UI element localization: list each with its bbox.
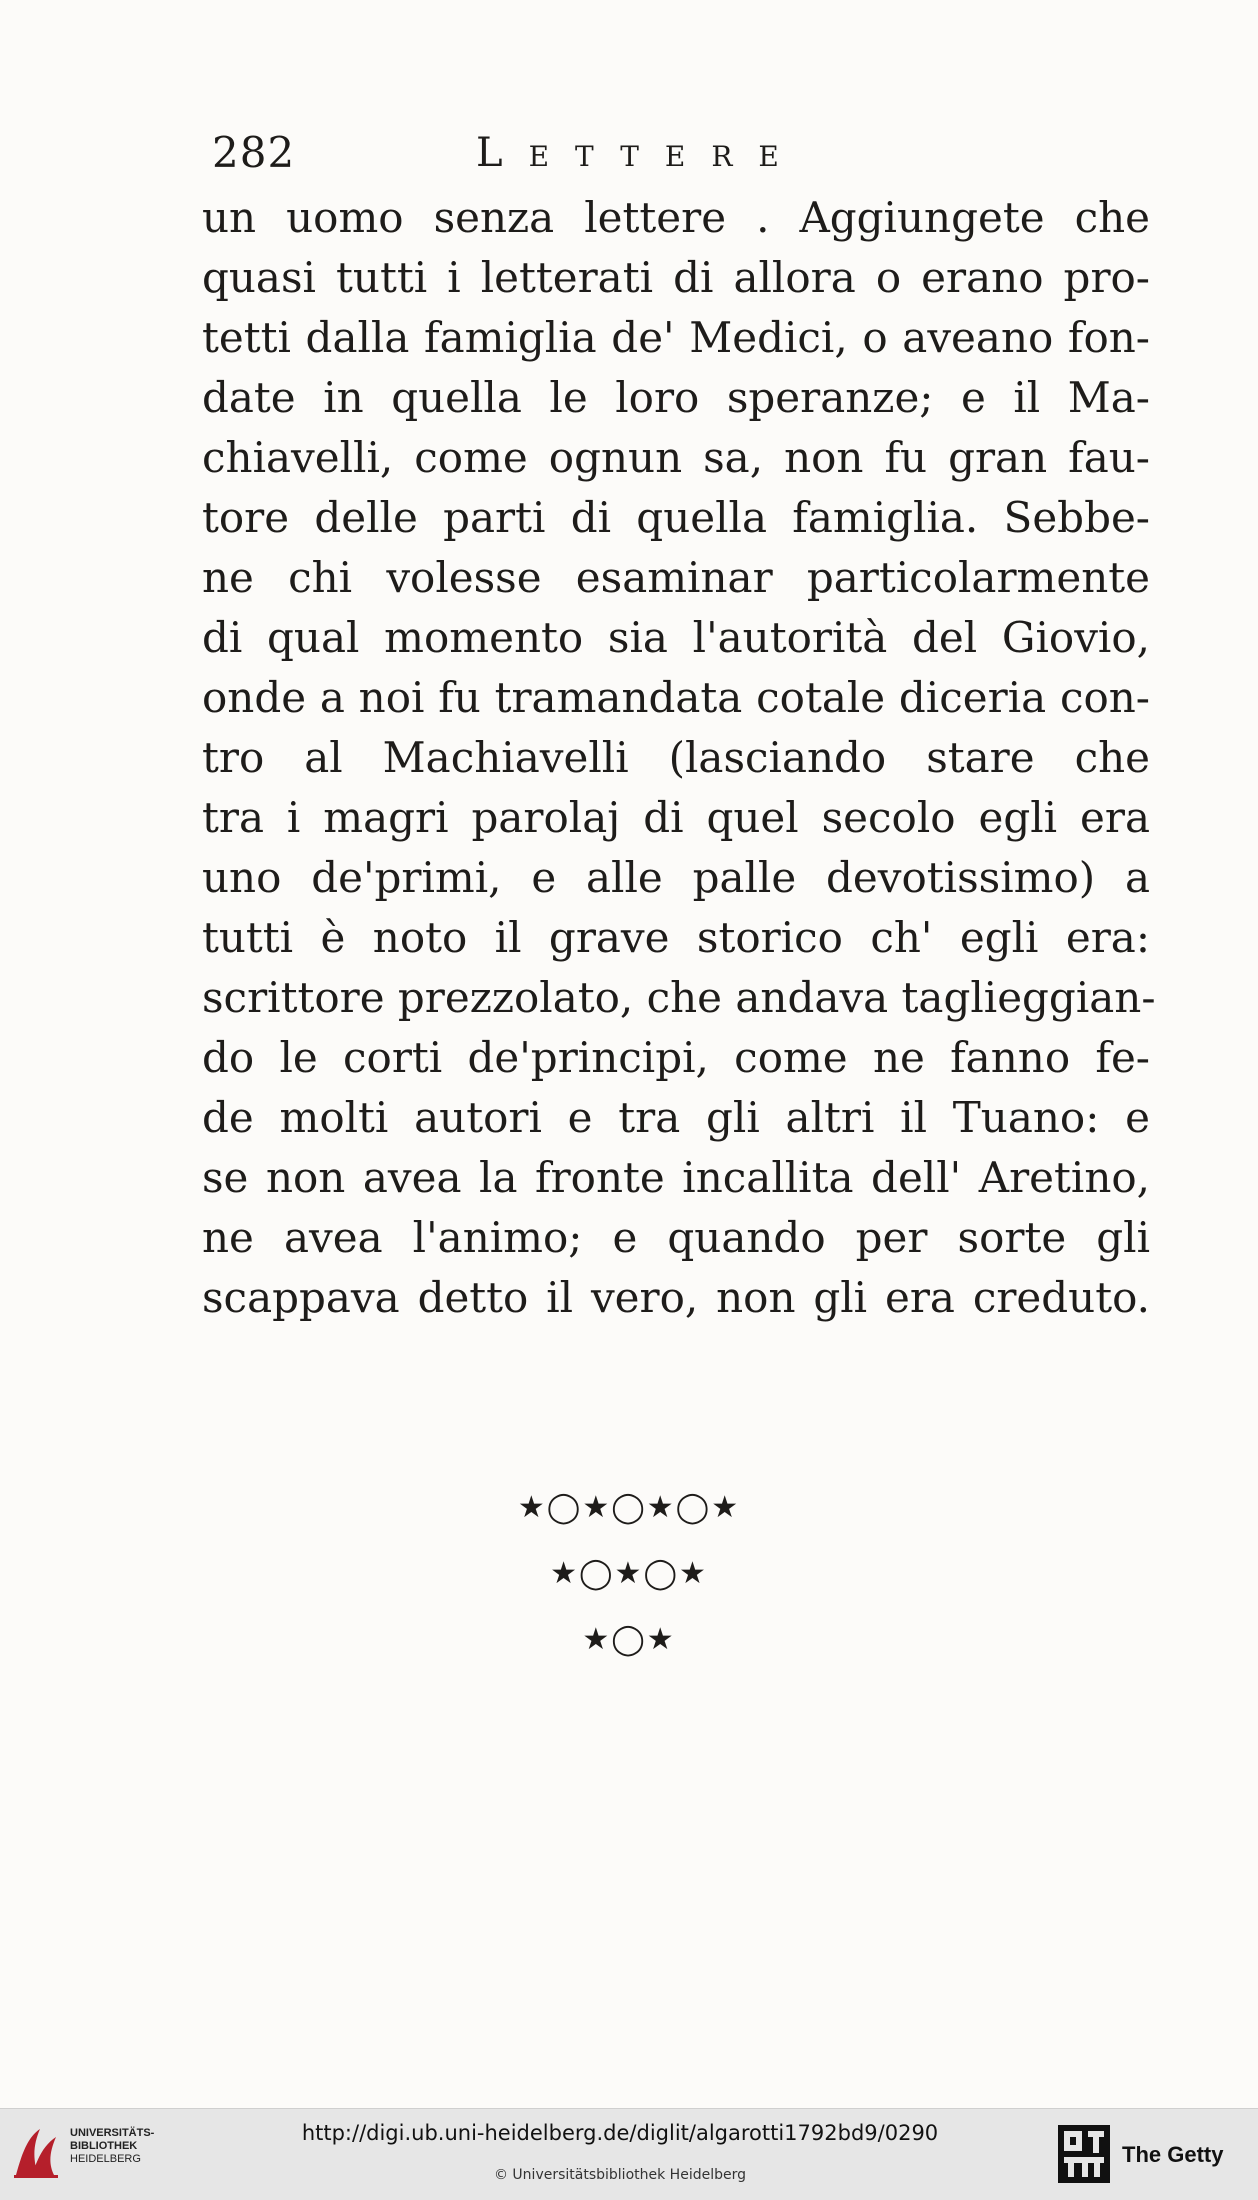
text-line: scappava detto il vero, non gli era creduto. (202, 1273, 1150, 1322)
university-library-name (70, 2127, 190, 2166)
institution-line: HEIDELBERG (70, 2153, 141, 2165)
text-line: tra i magri parolaj di quel secolo egli era (202, 793, 1150, 842)
permalink-url[interactable]: http://digi.ub.uni-heidelberg.de/diglit/algarotti1792bd9/0290 (301, 2121, 939, 2145)
text-line: tetti dalla famiglia de' Medici, o aveano fon- (202, 313, 1150, 362)
text-line: se non avea la fronte incallita dell' Aretino, (202, 1153, 1150, 1202)
text-line: chiavelli, come ognun sa, non fu gran fau- (202, 433, 1150, 482)
tailpiece-ornament-row: ★◯★ (582, 1622, 676, 1657)
text-line: onde a noi fu tramandata cotale diceria con- (202, 673, 1150, 722)
text-line: quasi tutti i letterati di allora o erano pro- (202, 253, 1150, 302)
tailpiece-ornament-row: ★◯★◯★◯★ (517, 1490, 741, 1525)
text-line: scrittore prezzolato, che andava taglieggian- (202, 973, 1156, 1022)
copyright-notice: © Universitätsbibliothek Heidelberg (493, 2167, 746, 2183)
body-text (202, 188, 1156, 1328)
text-line: ne avea l'animo; e quando per sorte gli (202, 1213, 1150, 1262)
university-library-logo-icon (12, 2123, 62, 2179)
text-line: di qual momento sia l'autorità del Giovio, (202, 613, 1150, 662)
page-number: 282 (212, 128, 296, 177)
text-line: date in quella le loro speranze; e il Ma- (202, 373, 1150, 422)
getty-logo-icon (1058, 2125, 1110, 2183)
text-line: tutti è noto il grave storico ch' egli era: (202, 913, 1150, 962)
partner-name: The Getty (1122, 2142, 1224, 2167)
text-line: ne chi volesse esaminar particolarmente (202, 553, 1150, 602)
text-line: un uomo senza lettere . Aggiungete che (202, 193, 1150, 242)
text-line: do le corti de'principi, come ne fanno fe- (202, 1033, 1150, 1082)
text-line: uno de'primi, e alle palle devotissimo) a (202, 853, 1150, 902)
text-line: tore delle parti di quella famiglia. Sebbe- (202, 493, 1150, 542)
tailpiece-ornament-row: ★◯★◯★ (550, 1556, 708, 1591)
footer-bar (0, 2108, 1258, 2200)
text-line: de molti autori e tra gli altri il Tuano: e (202, 1093, 1150, 1142)
institution-line: UNIVERSITÄTS- (70, 2127, 155, 2139)
text-line: tro al Machiavelli (lasciando stare che (202, 733, 1150, 782)
running-head: Lettere (476, 130, 805, 176)
institution-line: BIBLIOTHEK (70, 2140, 138, 2152)
